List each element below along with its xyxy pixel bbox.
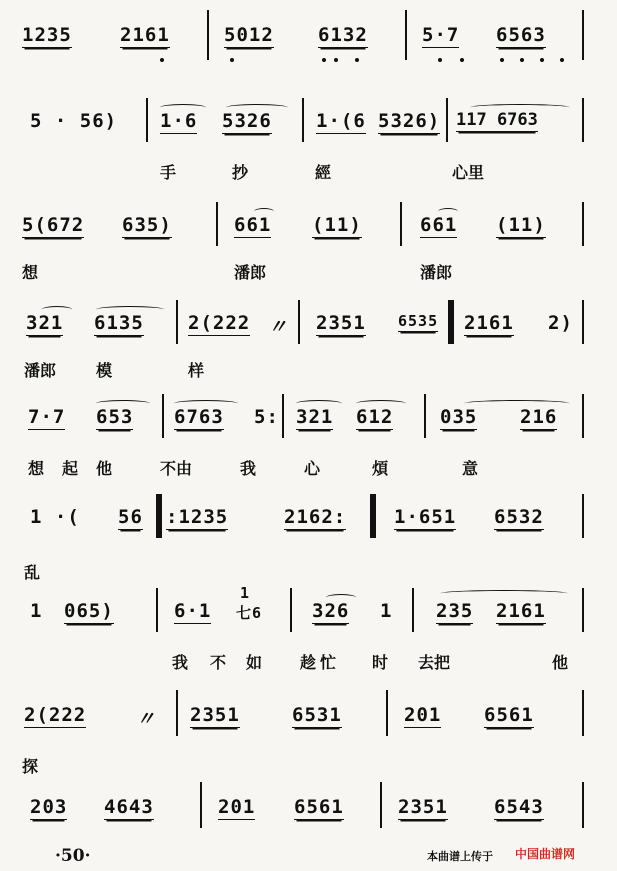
note-group: 661 [234,214,272,236]
note-group: 6561 [294,796,344,818]
note-group: (11) [312,214,362,236]
bar-line [582,588,584,632]
octave-dot [160,58,164,62]
bar-line [302,98,304,142]
lyric-char: 样 [188,361,205,380]
note-group: 4643 [104,796,154,818]
note-group: 216 [520,406,558,428]
note-group: 6561 [484,704,534,726]
lyric-char: 我 [172,653,189,672]
octave-dot [500,58,504,62]
bar-line [146,98,148,142]
octave-dot [460,58,464,62]
note-group: 7·7 [28,406,66,428]
note-group: 1·6 [160,110,198,132]
lyric-char: 煩 [372,459,389,478]
note-group: 2162: [284,506,347,528]
note-group: 201 [218,796,256,818]
note-group: 2161 [120,24,170,46]
octave-dot [540,58,544,62]
octave-dot [334,58,338,62]
lyric-char: 他 [96,459,113,478]
lyric-char: 他 [552,653,569,672]
bar-line [162,394,164,438]
tie-mark [440,590,568,597]
note-group: 2161 [496,600,546,622]
note-group: 1 [30,600,43,622]
bar-line [582,494,584,538]
octave-dot [520,58,524,62]
lyric-char: 时 [372,653,389,672]
note-group: 5: [254,406,279,428]
note-group: 6·1 [174,600,212,622]
note-group: 5326) [378,110,441,132]
note-group: 5326 [222,110,272,132]
lyric-char: 抄 [232,163,249,182]
lyric-char: 趁 [300,653,317,672]
note-group: 6531 [292,704,342,726]
lyric-char: 經 [315,163,332,182]
bar-line [582,202,584,246]
double-bar-line [448,300,454,344]
lyric-char: 去把 [418,653,451,672]
octave-dot [230,58,234,62]
bar-line [282,394,284,438]
note-group: 七6 [236,604,263,622]
note-group: 6763 [174,406,224,428]
bar-line [207,10,209,60]
bar-line [405,10,407,60]
note-group: 6132 [318,24,368,46]
bar-line [290,588,292,632]
note-group: (11) [496,214,546,236]
bar-line [380,782,382,828]
lyric-char: 手 [160,163,177,182]
lyric-char: 意 [462,459,479,478]
repeat-mark: 〃 [268,316,289,338]
note-group: 6535 [398,312,439,330]
note-group: 653 [96,406,134,428]
note-group: 5·7 [422,24,460,46]
note-group: 321 [26,312,64,334]
note-group: 5(672 [22,214,85,236]
repeat-start-bar [156,494,162,538]
lyric-char: 潘郎 [234,263,267,282]
octave-dot [322,58,326,62]
lyric-char: 我 [240,459,257,478]
page-number: ·50· [55,846,91,866]
note-group: 6135 [94,312,144,334]
lyric-char: 如 [246,653,263,672]
note-group: 2161 [464,312,514,334]
note-group: 1 ·( [30,506,80,528]
bar-line [386,690,388,736]
lyric-char: 不由 [160,459,193,478]
note-group: 2351 [316,312,366,334]
bar-line [582,394,584,438]
note-group: 612 [356,406,394,428]
lyric-char: 探 [22,757,39,776]
note-group: 321 [296,406,334,428]
note-group: 326 [312,600,350,622]
repeat-end-bar [370,494,376,538]
bar-line [412,588,414,632]
note-group: 635) [122,214,172,236]
bar-line [582,300,584,344]
note-group: 235 [436,600,474,622]
lyric-char: 起 [62,459,79,478]
note-group: 2(222 [188,312,251,334]
lyric-char: 模 [96,361,113,380]
note-group: 2(222 [24,704,87,726]
note-group: 065) [64,600,114,622]
note-group: 5 · 56) [30,110,118,132]
lyric-char: 潘郎 [420,263,453,282]
lyric-char: 潘郎 [24,361,57,380]
repeat-mark: 〃 [136,708,157,730]
octave-dot [355,58,359,62]
lyric-char: 心 [304,459,321,478]
lyric-char: 想 [22,263,39,282]
site-logo: 中国曲谱网 [515,847,576,861]
note-group: 1·(6 [316,110,366,132]
lyric-char: 心里 [452,163,485,182]
note-group: 2) [548,312,573,334]
note-group: 1235 [22,24,72,46]
octave-dot [438,58,442,62]
lyric-char: 想 [28,459,45,478]
note-group: 6563 [496,24,546,46]
bar-line [446,98,448,142]
note-group: 2351 [190,704,240,726]
note-group: 1·651 [394,506,457,528]
bar-line [216,202,218,246]
lyric-char: 不 [210,653,227,672]
note-group: 6532 [494,506,544,528]
lyric-char: 乱 [24,563,41,582]
note-group: :1235 [166,506,229,528]
bar-line [400,202,402,246]
note-group: 661 [420,214,458,236]
bar-line [298,300,300,344]
note-group: 1 [240,584,251,602]
note-group: 035 [440,406,478,428]
bar-line [582,98,584,142]
note-group: 6543 [494,796,544,818]
lyric-char: 忙 [320,653,337,672]
octave-dot [560,58,564,62]
note-group: 201 [404,704,442,726]
bar-line [582,10,584,60]
bar-line [156,588,158,632]
upload-credit: 本曲谱上传于 [427,850,493,863]
bar-line [582,690,584,736]
bar-line [176,300,178,344]
note-group: 203 [30,796,68,818]
bar-line [200,782,202,828]
bar-line [424,394,426,438]
note-group: 2351 [398,796,448,818]
note-group: 56 [118,506,143,528]
note-group: 5012 [224,24,274,46]
note-group: 117 6763 [456,110,538,130]
bar-line [176,690,178,736]
note-group: 1 [380,600,393,622]
bar-line [582,782,584,828]
